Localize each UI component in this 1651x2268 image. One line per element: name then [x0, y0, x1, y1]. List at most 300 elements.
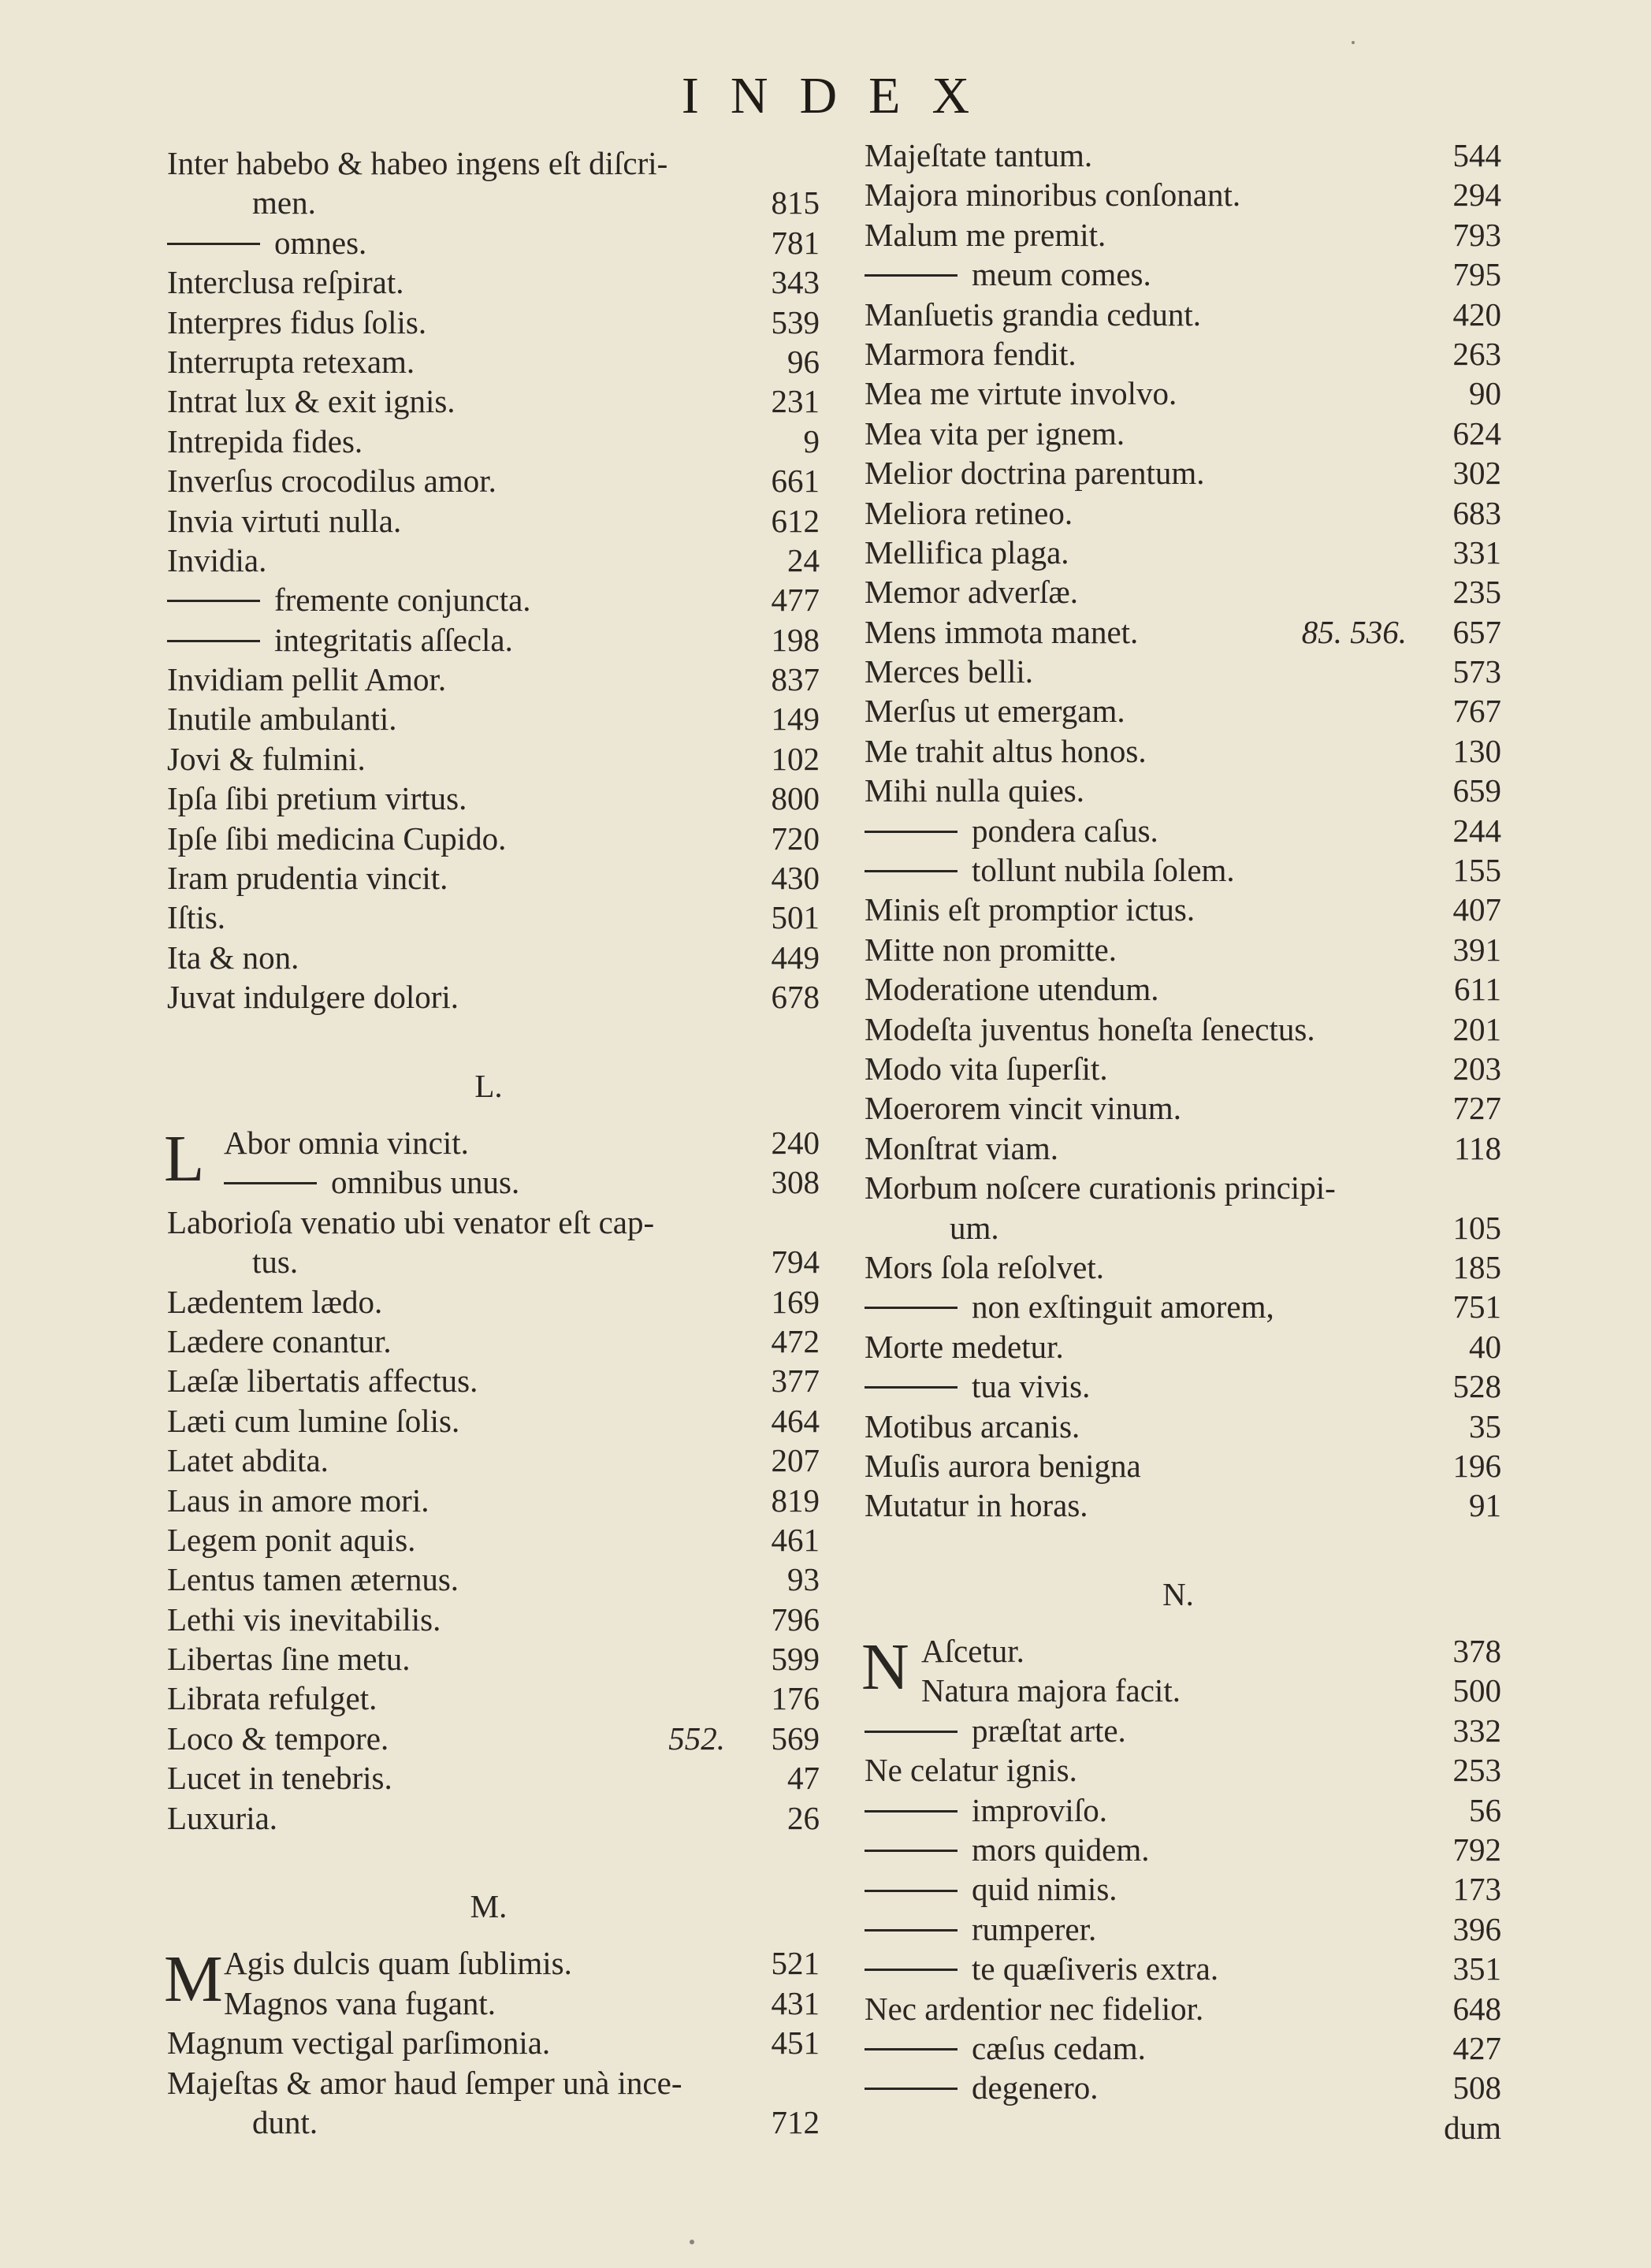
entry-motto: Modo vita ſuperſit.	[865, 1050, 1108, 1087]
entry-motto: Moderatione utendum.	[865, 971, 1159, 1008]
entry-page-number: 569	[771, 1720, 820, 1757]
entry-page-number: 501	[771, 899, 820, 936]
drop-capital: L	[164, 1121, 205, 1195]
entry-motto: Memor adverſæ.	[865, 574, 1078, 611]
entry-page-number: 331	[1452, 534, 1501, 571]
entry-motto: Legem ponit aquis.	[167, 1521, 416, 1558]
entry-page-number: 819	[771, 1482, 820, 1519]
entry-motto: Inter habebo & habeo ingens eſt diſcri-	[167, 145, 668, 181]
entry-page-number: 302	[1452, 455, 1501, 492]
entry-page-number: 800	[771, 780, 820, 817]
index-entry	[158, 1560, 820, 1599]
index-entry	[855, 1989, 1501, 2028]
index-entry	[158, 1203, 820, 1242]
ditto-dash	[865, 2048, 958, 2050]
entry-motto: Melior doctrina parentum.	[865, 455, 1205, 492]
index-entry	[855, 334, 1501, 374]
entry-motto: Juvat indulgere dolori.	[167, 979, 459, 1016]
entry-page-number: 24	[787, 541, 820, 578]
index-entry	[855, 691, 1501, 731]
entry-motto: Inverſus crocodilus amor.	[167, 463, 496, 500]
section-letter: N.	[1162, 1575, 1194, 1612]
section-letter: M.	[470, 1888, 508, 1925]
index-entry	[158, 620, 820, 660]
entry-motto: Minis eſt promptior ictus.	[865, 891, 1195, 928]
entry-page-number: 294	[1452, 177, 1501, 214]
entry-page-number: 449	[771, 939, 820, 976]
index-entry	[855, 1208, 1501, 1247]
entry-motto: Moerorem vincit vinum.	[865, 1090, 1181, 1127]
entry-page-number: 26	[787, 1799, 820, 1836]
entry-motto: Interpres fidus ſolis.	[167, 303, 427, 340]
entry-motto: tus.	[252, 1244, 299, 1281]
index-entry	[855, 572, 1501, 612]
entry-motto: Intrepida fides.	[167, 422, 363, 459]
entry-page-number: 837	[771, 661, 820, 698]
entry-motto: Latet abdita.	[167, 1442, 329, 1479]
entry-motto: Mea vita per ignem.	[865, 415, 1125, 452]
index-entry	[158, 1481, 820, 1520]
entry-page-number: 263	[1452, 335, 1501, 372]
entry-motto: Iram prudentia vincit.	[167, 860, 448, 897]
entry-page-number: 169	[771, 1283, 820, 1320]
index-entry	[855, 652, 1501, 691]
index-entry	[855, 1088, 1501, 1128]
section-heading	[158, 1044, 820, 1104]
ditto-dash	[224, 1182, 317, 1184]
entry-page-number: 391	[1452, 931, 1501, 968]
index-entry	[855, 1128, 1501, 1168]
entry-motto: Lædentem lædo.	[167, 1283, 383, 1320]
ditto-dash	[167, 600, 260, 602]
entry-motto: Natura majora facit.	[921, 1672, 1181, 1709]
entry-page-number: 351	[1452, 1950, 1501, 1987]
index-entry	[158, 1282, 820, 1322]
entry-page-number: 477	[771, 582, 820, 619]
entry-motto: Majeſtas & amor haud ſemper unà ince-	[167, 2064, 682, 2101]
index-column-right	[855, 136, 1501, 2147]
entry-motto: Læſæ libertatis affectus.	[167, 1363, 478, 1400]
index-entry	[855, 255, 1501, 294]
entry-page-number: 396	[1452, 1910, 1501, 1947]
index-entry	[158, 1401, 820, 1441]
index-entry	[158, 501, 820, 541]
entry-page-number: 611	[1454, 971, 1501, 1008]
index-entry	[158, 1520, 820, 1560]
entry-page-number: 528	[1452, 1368, 1501, 1405]
ink-speck	[1352, 41, 1355, 44]
entry-motto: Laborioſa venatio ubi venator eſt cap-	[167, 1203, 655, 1240]
index-entry	[158, 262, 820, 302]
section-heading	[855, 1552, 1501, 1612]
entry-motto: Abor omnia vincit.	[224, 1124, 469, 1161]
entry-motto: pondera caſus.	[865, 811, 1158, 850]
entry-motto: Interrupta retexam.	[167, 343, 415, 380]
index-entry	[158, 183, 820, 222]
index-entry	[855, 1327, 1501, 1366]
index-entry	[158, 2103, 820, 2142]
index-entry	[158, 541, 820, 580]
entry-page-number: 659	[1452, 772, 1501, 809]
entry-page-number: 40	[1469, 1328, 1501, 1365]
index-entry	[855, 1407, 1501, 1446]
index-entry	[855, 2108, 1501, 2147]
entry-page-number: 105	[1452, 1209, 1501, 1246]
entry-motto: te quæſiveris extra.	[865, 1949, 1218, 1988]
entry-page-number: 508	[1452, 2069, 1501, 2106]
entry-page-number: 185	[1452, 1248, 1501, 1285]
index-entry	[855, 850, 1501, 890]
entry-page-number: 599	[771, 1641, 820, 1678]
entry-page-number: 451	[771, 2024, 820, 2062]
entry-page-number: 149	[771, 701, 820, 738]
entry-motto: rumperer.	[865, 1909, 1096, 1949]
entry-page-number: 648	[1452, 1990, 1501, 2027]
entry-motto: Morbum noſcere curationis principi-	[865, 1169, 1336, 1207]
ditto-dash	[865, 1731, 958, 1733]
index-entry	[158, 1162, 820, 1202]
entry-page-number: 815	[771, 184, 820, 221]
entry-page-number: 661	[771, 463, 820, 500]
entry-page-number: 573	[1452, 653, 1501, 690]
entry-page-number: 244	[1452, 812, 1501, 849]
entry-motto: cæſus cedam.	[865, 2028, 1146, 2068]
index-entry	[855, 1049, 1501, 1088]
entry-motto: non exſtinguit amorem,	[865, 1287, 1274, 1326]
index-entry	[855, 1949, 1501, 1988]
index-entry	[855, 1830, 1501, 1869]
index-entry	[855, 136, 1501, 175]
index-entry	[855, 215, 1501, 255]
entry-motto: Lentus tamen æternus.	[167, 1561, 459, 1598]
entry-page-number: 796	[771, 1601, 820, 1638]
ditto-dash	[167, 243, 260, 245]
entry-motto: Majeſtate tantum.	[865, 137, 1093, 173]
index-entry	[158, 1441, 820, 1480]
entry-motto: Intrat lux & exit ignis.	[167, 383, 456, 420]
entry-motto: Lædere conantur.	[167, 1322, 392, 1359]
index-entry	[158, 938, 820, 977]
entry-motto: quid nimis.	[865, 1869, 1117, 1909]
entry-page-number: 472	[771, 1322, 820, 1359]
entry-motto: Majora minoribus conſonant.	[865, 177, 1241, 214]
index-entry	[855, 1287, 1501, 1326]
index-entry	[855, 612, 1501, 652]
index-entry	[158, 2023, 820, 2062]
entry-page-number: 657	[1452, 613, 1501, 650]
entry-page-number: 427	[1452, 2029, 1501, 2066]
ink-speck	[690, 2240, 694, 2244]
entry-page-number: 420	[1452, 296, 1501, 333]
entry-page-number: 461	[771, 1521, 820, 1558]
entry-motto: Nec ardentior nec fidelior.	[865, 1990, 1204, 2027]
entry-page-number: 308	[771, 1164, 820, 1201]
entry-page-number: 56	[1469, 1791, 1501, 1828]
entry-motto: Mitte non promitte.	[865, 931, 1117, 968]
entry-motto: Jovi & fulmini.	[167, 740, 366, 777]
entry-motto: Luxuria.	[167, 1799, 278, 1836]
entry-page-number: 130	[1452, 732, 1501, 769]
entry-page-number: 612	[771, 502, 820, 539]
index-entry	[855, 493, 1501, 533]
ditto-dash	[865, 1810, 958, 1813]
entry-motto: Mors ſola reſolvet.	[865, 1248, 1105, 1285]
entry-page-number: 539	[771, 303, 820, 340]
entry-page-number: 235	[1452, 574, 1501, 611]
entry-page-number: 377	[771, 1363, 820, 1400]
entry-motto: mors quidem.	[865, 1830, 1149, 1869]
entry-motto: præſtat arte.	[865, 1711, 1126, 1750]
index-entry	[158, 1322, 820, 1361]
entry-motto: Ipſa ſibi pretium virtus.	[167, 780, 467, 817]
index-entry	[158, 660, 820, 699]
index-entry	[855, 1446, 1501, 1485]
entry-motto: Meliora retineo.	[865, 494, 1073, 531]
entry-motto: Mea me virtute involvo.	[865, 375, 1177, 412]
ditto-dash	[167, 640, 260, 642]
index-entry	[158, 699, 820, 738]
ditto-dash	[865, 1969, 958, 1971]
index-entry	[855, 1711, 1501, 1750]
entry-page-number: 767	[1452, 693, 1501, 730]
index-entry	[158, 1984, 820, 2023]
entry-motto: Invia virtuti nulla.	[167, 502, 402, 539]
ditto-dash	[865, 274, 958, 277]
entry-motto: Laus in amore mori.	[167, 1482, 429, 1519]
entry-motto: dunt.	[252, 2103, 318, 2140]
entry-motto: integritatis aſſecla.	[167, 620, 513, 660]
entry-page-number: 521	[771, 1945, 820, 1982]
entry-page-number: 464	[771, 1402, 820, 1439]
index-entry	[855, 969, 1501, 1009]
ditto-dash	[865, 1929, 958, 1932]
entry-motto: omnes.	[167, 223, 366, 262]
entry-page-number: 332	[1452, 1712, 1501, 1749]
entry-motto: meum comes.	[865, 255, 1151, 294]
entry-page-number: 96	[787, 343, 820, 380]
index-entry	[158, 977, 820, 1017]
entry-motto: Lucet in tenebris.	[167, 1760, 392, 1797]
index-entry	[158, 1361, 820, 1400]
index-entry	[158, 779, 820, 818]
index-entry	[855, 2068, 1501, 2107]
entry-motto: tollunt nubila ſolem.	[865, 850, 1235, 890]
entry-motto: Mellifica plaga.	[865, 534, 1069, 571]
entry-page-number: 781	[771, 224, 820, 261]
entry-page-number: 500	[1452, 1672, 1501, 1709]
entry-page-number: 751	[1452, 1288, 1501, 1325]
entry-motto: Ita & non.	[167, 939, 299, 976]
entry-motto: Magnos vana fugant.	[224, 1984, 496, 2021]
drop-capital: M	[164, 1943, 223, 2017]
entry-motto: Librata refulget.	[167, 1680, 377, 1717]
entry-motto: fremente conjuncta.	[167, 580, 531, 619]
index-entry	[855, 414, 1501, 453]
index-entry	[855, 890, 1501, 929]
entry-motto: Merſus ut emergam.	[865, 693, 1125, 730]
index-entry	[855, 175, 1501, 214]
page-title: INDEX	[681, 67, 1002, 125]
index-entry	[855, 930, 1501, 969]
entry-motto: Ipſe ſibi medicina Cupido.	[167, 820, 507, 857]
index-entry	[855, 811, 1501, 850]
entry-motto: Muſis aurora benigna	[865, 1447, 1141, 1484]
entry-motto: Læti cum lumine ſolis.	[167, 1402, 460, 1439]
index-entry	[158, 1639, 820, 1679]
index-entry	[855, 1750, 1501, 1790]
entry-page-number: 624	[1452, 415, 1501, 452]
index-entry	[855, 1909, 1501, 1949]
entry-page-number: dum	[1444, 2109, 1501, 2146]
index-entry	[855, 1009, 1501, 1049]
index-entry	[855, 1485, 1501, 1525]
index-entry	[158, 381, 820, 421]
ditto-dash	[865, 1386, 958, 1389]
index-entry	[158, 1798, 820, 1838]
entry-page-number: 683	[1452, 494, 1501, 531]
entry-motto: omnibus unus.	[224, 1162, 519, 1202]
index-entry	[855, 453, 1501, 493]
entry-motto: Interclusa reſpirat.	[167, 264, 404, 301]
entry-page-number: 712	[771, 2103, 820, 2140]
index-entry	[158, 1679, 820, 1718]
entry-page-number: 378	[1452, 1633, 1501, 1670]
index-entry	[158, 1758, 820, 1798]
entry-cross-reference: 85. 536.	[1301, 613, 1407, 650]
ditto-dash	[865, 1890, 958, 1892]
index-entry	[158, 1600, 820, 1639]
entry-page-number: 343	[771, 264, 820, 301]
entry-motto: Malum me premit.	[865, 216, 1106, 253]
index-entry	[158, 2063, 820, 2103]
entry-page-number: 203	[1452, 1050, 1501, 1087]
index-entry	[158, 223, 820, 262]
entry-motto: Manſuetis grandia cedunt.	[865, 296, 1201, 333]
entry-motto: Iſtis.	[167, 899, 226, 936]
entry-page-number: 118	[1454, 1129, 1501, 1166]
drop-capital: N	[861, 1630, 909, 1705]
ditto-dash	[865, 2088, 958, 2090]
entry-page-number: 240	[771, 1124, 820, 1161]
ditto-dash	[865, 1850, 958, 1852]
ditto-dash	[865, 1307, 958, 1309]
entry-motto: tua vivis.	[865, 1366, 1090, 1406]
entry-motto: Invidia.	[167, 541, 267, 578]
entry-page-number: 201	[1452, 1010, 1501, 1047]
entry-motto: Loco & tempore.	[167, 1720, 389, 1757]
entry-motto: Me trahit altus honos.	[865, 732, 1147, 769]
entry-page-number: 430	[771, 860, 820, 897]
ditto-dash	[865, 870, 958, 872]
entry-page-number: 47	[787, 1760, 820, 1797]
entry-page-number: 198	[771, 621, 820, 658]
entry-page-number: 792	[1452, 1831, 1501, 1868]
entry-motto: Agis dulcis quam ſublimis.	[224, 1945, 572, 1982]
entry-page-number: 207	[771, 1442, 820, 1479]
entry-page-number: 794	[771, 1244, 820, 1281]
index-entry	[855, 1790, 1501, 1830]
entry-motto: um.	[950, 1209, 999, 1246]
index-entry	[158, 143, 820, 183]
index-entry	[158, 342, 820, 381]
entry-page-number: 795	[1452, 256, 1501, 293]
index-entry	[158, 858, 820, 898]
index-entry	[855, 1366, 1501, 1406]
entry-motto: Lethi vis inevitabilis.	[167, 1601, 441, 1638]
entry-page-number: 35	[1469, 1407, 1501, 1444]
index-entry	[158, 580, 820, 619]
entry-motto: Modeſta juventus honeſta ſenectus.	[865, 1010, 1315, 1047]
index-column-left	[158, 143, 820, 2142]
entry-page-number: 91	[1469, 1487, 1501, 1524]
entry-page-number: 678	[771, 979, 820, 1016]
index-entry	[855, 2028, 1501, 2068]
index-entry	[158, 819, 820, 858]
entry-page-number: 793	[1452, 216, 1501, 253]
index-entry	[855, 1168, 1501, 1207]
entry-page-number: 727	[1452, 1090, 1501, 1127]
index-entry	[855, 533, 1501, 572]
entry-motto: Ne celatur ignis.	[865, 1752, 1077, 1789]
entry-motto: Monſtrat viam.	[865, 1129, 1058, 1166]
entry-page-number: 9	[803, 422, 820, 459]
entry-motto: Mihi nulla quies.	[865, 772, 1085, 809]
section-letter: L.	[474, 1067, 503, 1104]
index-entry	[158, 739, 820, 779]
index-entry	[158, 422, 820, 461]
index-entry	[855, 1869, 1501, 1909]
entry-motto: Aſcetur.	[921, 1633, 1024, 1670]
entry-motto: Magnum vectigal parſimonia.	[167, 2024, 551, 2062]
index-entry	[158, 1719, 820, 1758]
entry-page-number: 102	[771, 740, 820, 777]
entry-motto: Merces belli.	[865, 653, 1034, 690]
entry-cross-reference: 552.	[668, 1720, 725, 1757]
entry-page-number: 176	[771, 1680, 820, 1717]
entry-page-number: 155	[1452, 852, 1501, 889]
index-entry	[158, 898, 820, 937]
entry-motto: Mens immota manet.	[865, 613, 1139, 650]
entry-motto: Inutile ambulanti.	[167, 701, 397, 738]
index-entry	[855, 731, 1501, 771]
entry-motto: Libertas ſine metu.	[167, 1641, 411, 1678]
index-entry	[158, 461, 820, 500]
entry-motto: Morte medetur.	[865, 1328, 1064, 1365]
entry-page-number: 253	[1452, 1752, 1501, 1789]
entry-motto: degenero.	[865, 2068, 1099, 2107]
entry-motto: men.	[252, 184, 316, 221]
entry-page-number: 407	[1452, 891, 1501, 928]
entry-motto: improviſo.	[865, 1790, 1107, 1830]
ditto-dash	[865, 831, 958, 833]
entry-motto: Invidiam pellit Amor.	[167, 661, 447, 698]
entry-page-number: 93	[787, 1561, 820, 1598]
entry-page-number: 173	[1452, 1871, 1501, 1908]
entry-page-number: 231	[771, 383, 820, 420]
entry-motto: Motibus arcanis.	[865, 1407, 1080, 1444]
index-entry	[855, 1671, 1501, 1710]
index-entry	[158, 303, 820, 342]
entry-motto: Mutatur in horas.	[865, 1487, 1088, 1524]
entry-page-number: 431	[771, 1984, 820, 2021]
index-entry	[855, 1247, 1501, 1287]
entry-page-number: 196	[1452, 1447, 1501, 1484]
index-entry	[855, 295, 1501, 334]
section-heading	[158, 1865, 820, 1925]
index-entry	[158, 1242, 820, 1281]
index-entry	[855, 771, 1501, 810]
entry-page-number: 544	[1452, 137, 1501, 173]
